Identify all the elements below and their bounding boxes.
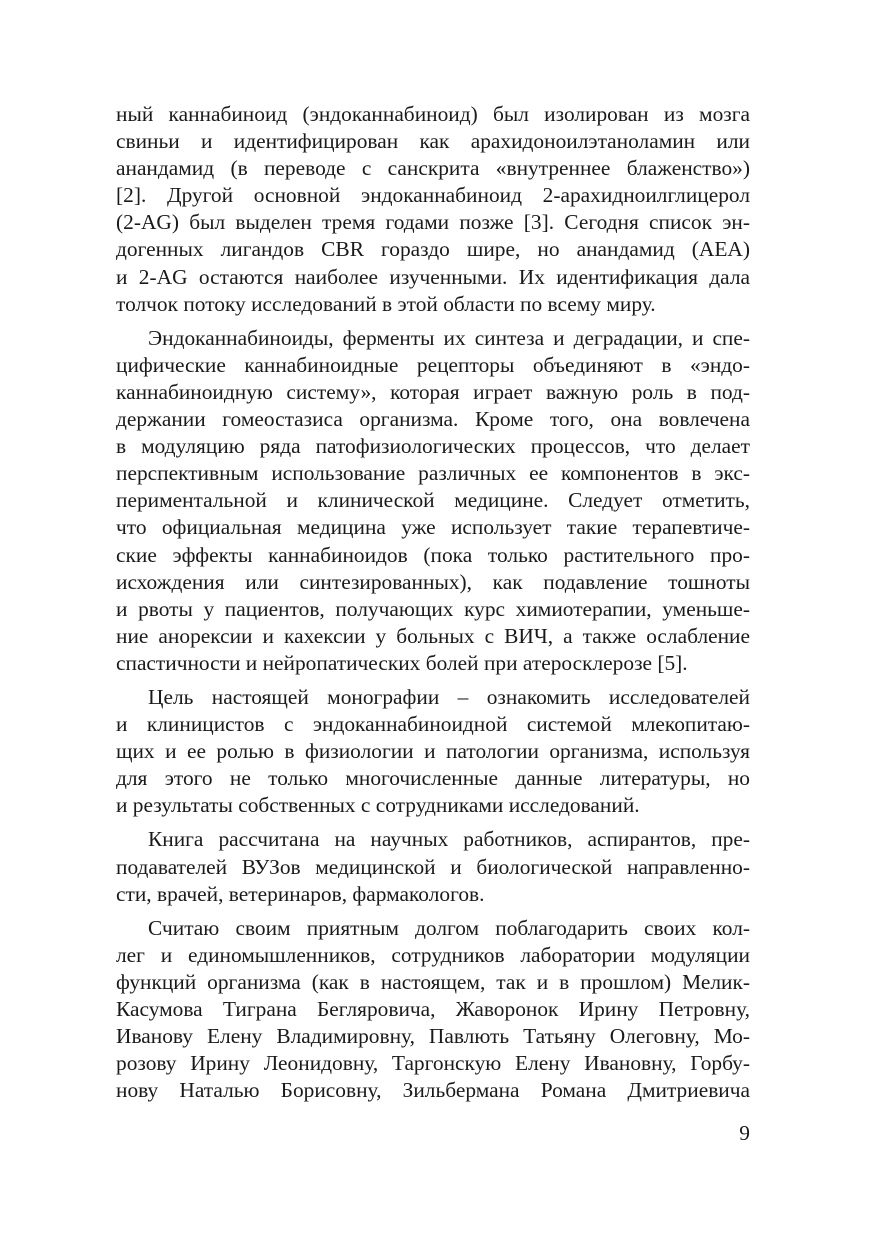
- body-text: [116, 101, 750, 1104]
- text-line: спастичности и нейропатических болей при атеросклерозе [5].: [116, 650, 688, 675]
- text-line: догенных лигандов CBR гораздо шире, но анандамид (AEA): [116, 237, 750, 262]
- text-line: Иванову Елену Владимировну, Павлють Татьяну Олеговну, Мо-: [116, 1024, 750, 1049]
- text-line: Книга рассчитана на научных работников, аспирантов, пре-: [148, 827, 750, 852]
- text-line: периментальной и клинической медицине. Следует отметить,: [116, 488, 750, 513]
- text-line: Считаю своим приятным долгом поблагодарить своих кол-: [148, 915, 750, 940]
- text-line: толчок потоку исследований в этой области по всему миру.: [116, 291, 656, 316]
- text-line: что официальная медицина уже использует такие терапевтиче-: [116, 515, 750, 540]
- text-line: [2]. Другой основной эндоканнабиноид 2-арахидноилглицерол: [116, 183, 750, 208]
- text-line: ние анорексии и кахексии у больных с ВИЧ, а также ослабление: [116, 623, 750, 648]
- page-number: 9: [739, 1121, 750, 1145]
- text-line: свиньи и идентифицирован как арахидоноилэтаноламин или: [116, 129, 750, 154]
- paragraph-gap: [116, 677, 750, 684]
- text-line: для этого не только многочисленные данные литературы, но: [116, 766, 750, 791]
- text-line: сти, врачей, ветеринаров, фармакологов.: [116, 881, 485, 906]
- text-line: ный каннабиноид (эндоканнабиноид) был изолирован из мозга: [116, 102, 750, 126]
- text-line: розову Ирину Леонидовну, Таргонскую Елену Ивановну, Горбу-: [116, 1051, 750, 1076]
- text-line: в модуляцию ряда патофизиологических процессов, что делает: [116, 434, 750, 459]
- paragraph-gap: [116, 318, 750, 325]
- text-line: лег и единомышленников, сотрудников лаборатории модуляции: [116, 942, 750, 967]
- text-line: и результаты собственных с сотрудниками исследований.: [116, 793, 640, 818]
- text-line: Эндоканнабиноиды, ферменты их синтеза и деградации, и спе-: [148, 325, 750, 350]
- text-line: нову Наталью Борисовну, Зильбермана Романа Дмитриевича: [116, 1078, 750, 1103]
- text-line: анандамид (в переводе с санскрита «внутреннее блаженство»): [116, 156, 750, 181]
- text-line: Касумова Тиграна Бегляровича, Жаворонок Ирину Петровну,: [116, 997, 750, 1021]
- text-line: исхождения или синтезированных), как подавление тошноты: [116, 569, 750, 594]
- text-line: цифические каннабиноидные рецепторы объединяют в «эндо-: [116, 352, 750, 377]
- text-line: и 2-AG остаются наиболее изученными. Их идентификация дала: [116, 264, 750, 289]
- text-line: и рвоты у пациентов, получающих курс химиотерапии, уменьше-: [116, 596, 750, 621]
- text-line: Цель настоящей монографии – ознакомить исследователей: [148, 684, 750, 709]
- paragraph-gap: [116, 819, 750, 826]
- paragraph-gap: [116, 908, 750, 915]
- text-line: держании гомеостазиса организма. Кроме того, она вовлечена: [116, 407, 750, 432]
- text-line: и клиницистов с эндоканнабиноидной системой млекопитаю-: [116, 712, 750, 737]
- text-line: подавателей ВУЗов медицинской и биологической направленно-: [116, 854, 750, 879]
- text-line: ские эффекты каннабиноидов (пока только растительного про-: [116, 542, 750, 567]
- text-line: (2-AG) был выделен тремя годами позже [3]. Сегодня список эн-: [116, 210, 750, 235]
- text-line: функций организма (как в настоящем, так и в прошлом) Мелик-: [116, 969, 750, 994]
- text-line: перспективным использование различных ее компонентов в экс-: [116, 461, 750, 486]
- text-line: каннабиноидную систему», которая играет важную роль в под-: [116, 379, 750, 404]
- text-line: щих и ее ролью в физиологии и патологии организма, используя: [116, 739, 750, 764]
